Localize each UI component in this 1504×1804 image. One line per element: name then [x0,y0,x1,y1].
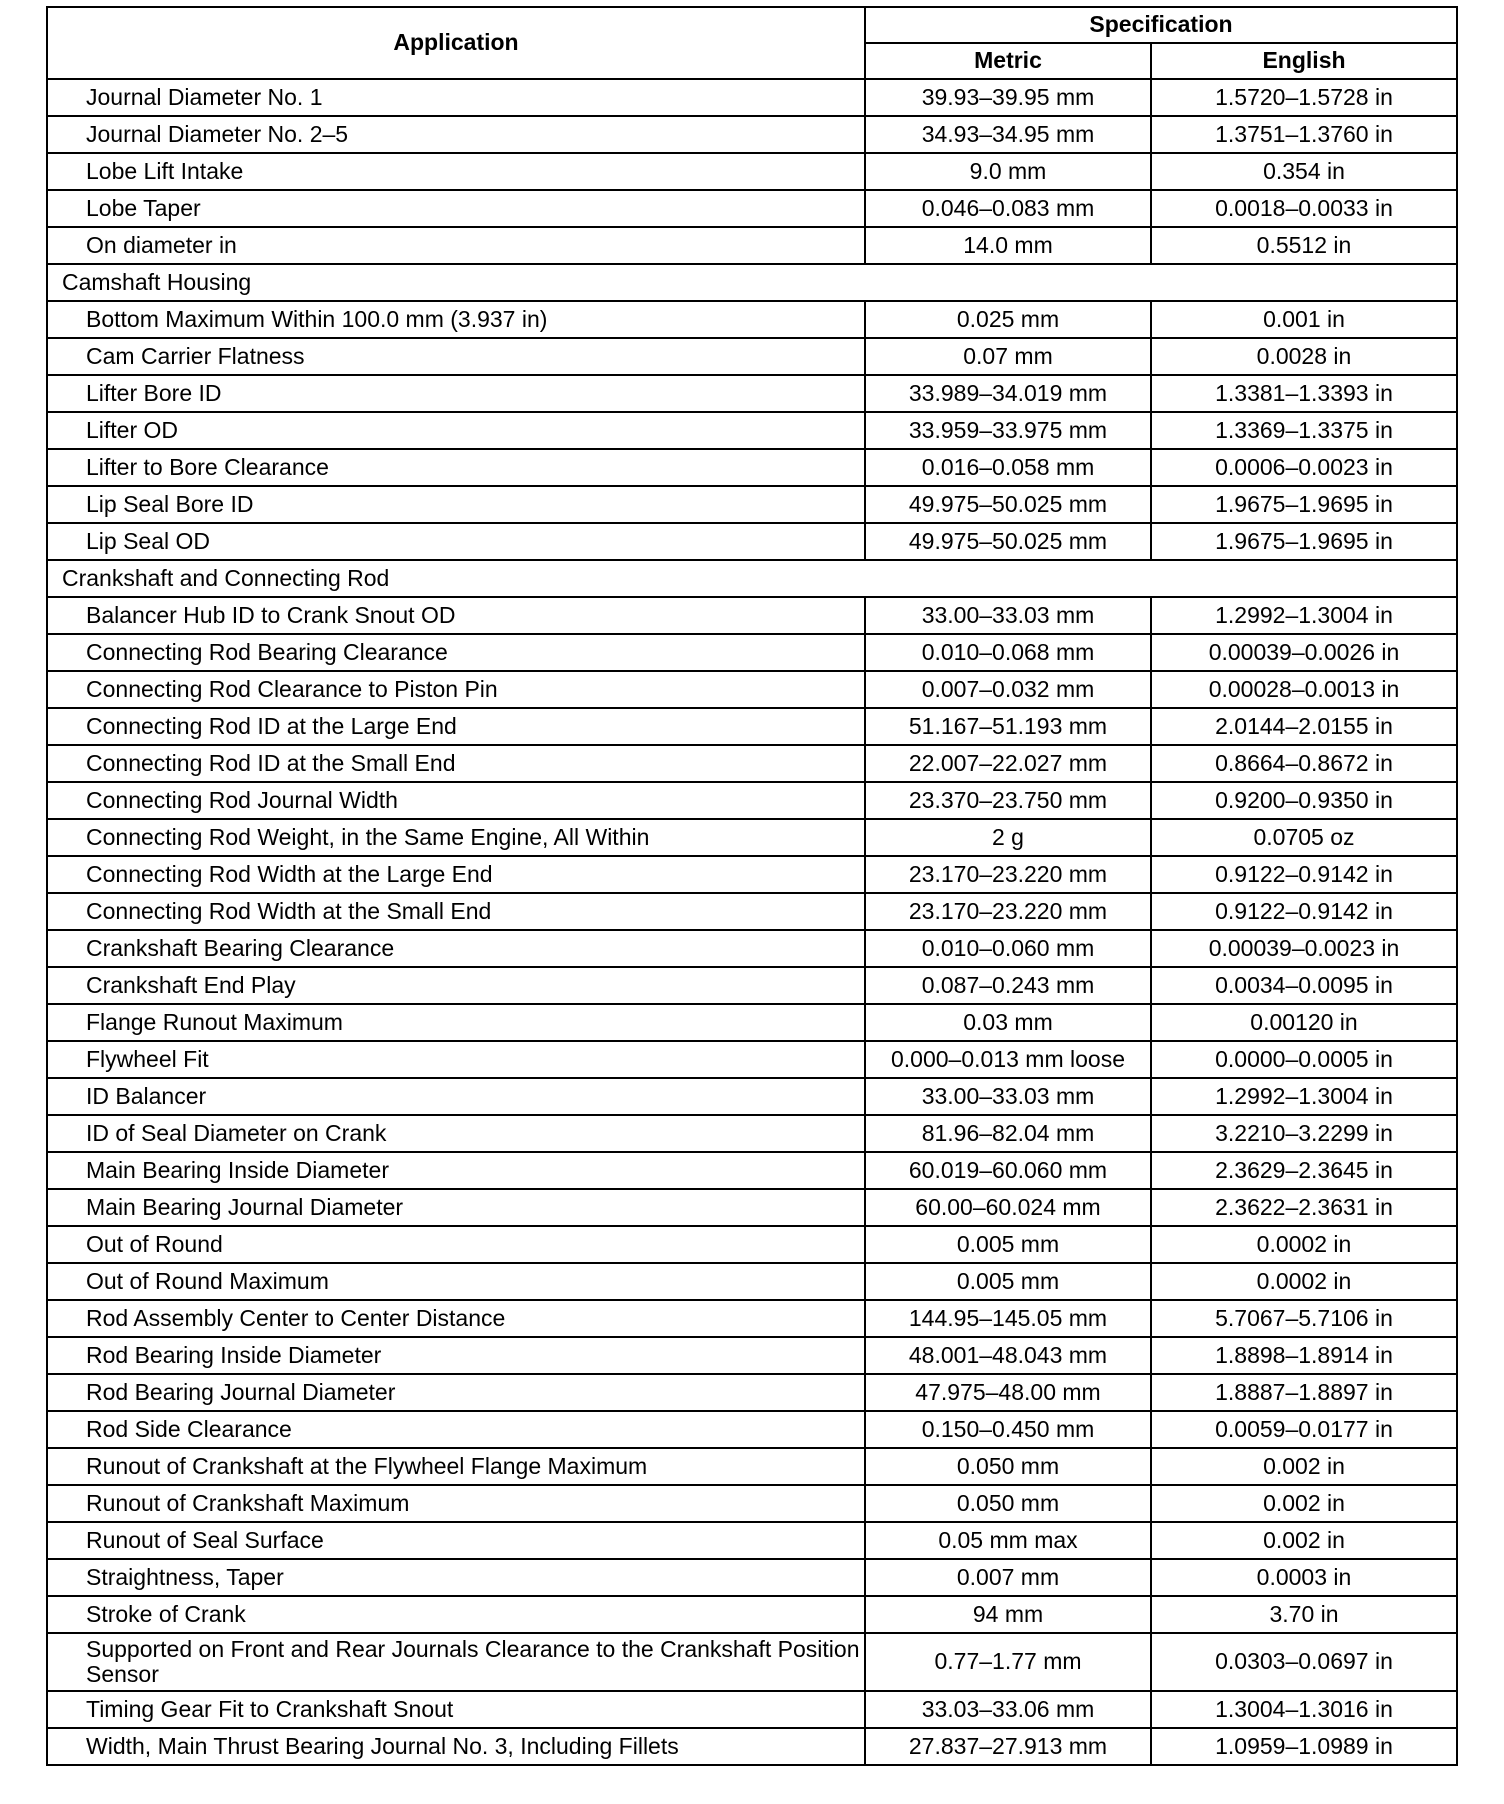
metric-cell: 23.170–23.220 mm [865,893,1151,930]
application-cell: Flywheel Fit [47,1041,865,1078]
metric-header: Metric [865,43,1151,79]
english-cell: 0.0034–0.0095 in [1151,967,1457,1004]
application-cell: Width, Main Thrust Bearing Journal No. 3, Including Fillets [47,1728,865,1765]
english-cell: 0.0303–0.0697 in [1151,1633,1457,1691]
metric-cell: 60.019–60.060 mm [865,1152,1151,1189]
metric-cell: 49.975–50.025 mm [865,486,1151,523]
metric-cell: 2 g [865,819,1151,856]
metric-cell: 33.00–33.03 mm [865,1078,1151,1115]
application-header: Application [47,7,865,79]
table-row [47,1728,1457,1765]
metric-cell: 27.837–27.913 mm [865,1728,1151,1765]
table-row [47,1078,1457,1115]
english-cell: 0.0059–0.0177 in [1151,1411,1457,1448]
metric-cell: 0.010–0.060 mm [865,930,1151,967]
english-cell: 0.0018–0.0033 in [1151,190,1457,227]
metric-cell: 0.03 mm [865,1004,1151,1041]
english-cell: 2.0144–2.0155 in [1151,708,1457,745]
english-cell: 0.0028 in [1151,338,1457,375]
english-cell: 0.002 in [1151,1522,1457,1559]
application-cell: Connecting Rod ID at the Small End [47,745,865,782]
english-cell: 0.00039–0.0026 in [1151,634,1457,671]
table-row [47,967,1457,1004]
english-cell: 1.3751–1.3760 in [1151,116,1457,153]
application-cell: Connecting Rod ID at the Large End [47,708,865,745]
english-cell: 0.002 in [1151,1448,1457,1485]
metric-cell: 0.025 mm [865,301,1151,338]
table-row [47,708,1457,745]
table-row [47,1691,1457,1728]
english-cell: 1.9675–1.9695 in [1151,523,1457,560]
table-header [47,7,1457,79]
application-cell: Runout of Crankshaft at the Flywheel Flange Maximum [47,1448,865,1485]
application-cell: Lifter Bore ID [47,375,865,412]
metric-cell: 0.000–0.013 mm loose [865,1041,1151,1078]
english-cell: 2.3629–2.3645 in [1151,1152,1457,1189]
application-cell: Runout of Crankshaft Maximum [47,1485,865,1522]
application-cell: Lip Seal OD [47,523,865,560]
table-row [47,930,1457,967]
application-cell: Balancer Hub ID to Crank Snout OD [47,597,865,634]
metric-cell: 23.370–23.750 mm [865,782,1151,819]
table-row [47,597,1457,634]
table-row [47,338,1457,375]
section-row [47,560,1457,597]
table-row [47,1596,1457,1633]
table-row [47,1226,1457,1263]
english-cell: 0.002 in [1151,1485,1457,1522]
english-cell: 1.2992–1.3004 in [1151,597,1457,634]
application-cell: Out of Round Maximum [47,1263,865,1300]
metric-cell: 0.007 mm [865,1559,1151,1596]
metric-cell: 0.007–0.032 mm [865,671,1151,708]
metric-cell: 39.93–39.95 mm [865,79,1151,116]
application-cell: Timing Gear Fit to Crankshaft Snout [47,1691,865,1728]
table-row [47,1115,1457,1152]
english-cell: 1.0959–1.0989 in [1151,1728,1457,1765]
table-row [47,782,1457,819]
english-cell: 1.2992–1.3004 in [1151,1078,1457,1115]
english-cell: 0.354 in [1151,153,1457,190]
table-row [47,412,1457,449]
application-cell: Straightness, Taper [47,1559,865,1596]
application-cell: ID Balancer [47,1078,865,1115]
section-row [47,264,1457,301]
application-cell: Rod Assembly Center to Center Distance [47,1300,865,1337]
application-cell: Connecting Rod Journal Width [47,782,865,819]
metric-cell: 49.975–50.025 mm [865,523,1151,560]
section-title: Camshaft Housing [47,264,1457,301]
table-row [47,1374,1457,1411]
english-cell: 0.001 in [1151,301,1457,338]
application-cell: Journal Diameter No. 2–5 [47,116,865,153]
metric-cell: 144.95–145.05 mm [865,1300,1151,1337]
application-cell: Journal Diameter No. 1 [47,79,865,116]
english-cell: 0.00120 in [1151,1004,1457,1041]
application-cell: Rod Bearing Journal Diameter [47,1374,865,1411]
table-row [47,116,1457,153]
metric-cell: 47.975–48.00 mm [865,1374,1151,1411]
metric-cell: 33.989–34.019 mm [865,375,1151,412]
metric-cell: 0.005 mm [865,1226,1151,1263]
english-cell: 0.9200–0.9350 in [1151,782,1457,819]
application-cell: Flange Runout Maximum [47,1004,865,1041]
application-cell: Connecting Rod Weight, in the Same Engine, All Within [47,819,865,856]
table-row [47,1485,1457,1522]
metric-cell: 0.087–0.243 mm [865,967,1151,1004]
application-cell: ID of Seal Diameter on Crank [47,1115,865,1152]
table-row [47,1004,1457,1041]
table-row [47,449,1457,486]
application-cell: Connecting Rod Clearance to Piston Pin [47,671,865,708]
metric-cell: 51.167–51.193 mm [865,708,1151,745]
english-cell: 1.3381–1.3393 in [1151,375,1457,412]
table-row [47,1633,1457,1691]
application-cell: Crankshaft End Play [47,967,865,1004]
english-cell: 0.0002 in [1151,1263,1457,1300]
table-row [47,1337,1457,1374]
english-cell: 0.8664–0.8672 in [1151,745,1457,782]
english-cell: 0.0002 in [1151,1226,1457,1263]
metric-cell: 23.170–23.220 mm [865,856,1151,893]
application-cell: On diameter in [47,227,865,264]
metric-cell: 14.0 mm [865,227,1151,264]
table-row [47,375,1457,412]
application-cell: Rod Bearing Inside Diameter [47,1337,865,1374]
english-cell: 5.7067–5.7106 in [1151,1300,1457,1337]
table-body [47,79,1457,1765]
english-cell: 1.8887–1.8897 in [1151,1374,1457,1411]
section-title: Crankshaft and Connecting Rod [47,560,1457,597]
table-row [47,79,1457,116]
metric-cell: 94 mm [865,1596,1151,1633]
table-row [47,301,1457,338]
english-cell: 3.70 in [1151,1596,1457,1633]
english-cell: 1.5720–1.5728 in [1151,79,1457,116]
english-cell: 0.0705 oz [1151,819,1457,856]
application-cell: Lobe Lift Intake [47,153,865,190]
table-row [47,153,1457,190]
english-cell: 2.3622–2.3631 in [1151,1189,1457,1226]
table-row [47,893,1457,930]
metric-cell: 60.00–60.024 mm [865,1189,1151,1226]
english-cell: 0.0003 in [1151,1559,1457,1596]
specification-header: Specification [865,7,1457,43]
table-row [47,1411,1457,1448]
application-cell: Runout of Seal Surface [47,1522,865,1559]
english-cell: 3.2210–3.2299 in [1151,1115,1457,1152]
metric-cell: 0.07 mm [865,338,1151,375]
application-cell: Out of Round [47,1226,865,1263]
metric-cell: 9.0 mm [865,153,1151,190]
application-cell: Lobe Taper [47,190,865,227]
english-cell: 1.9675–1.9695 in [1151,486,1457,523]
application-cell: Stroke of Crank [47,1596,865,1633]
table-row [47,486,1457,523]
metric-cell: 0.050 mm [865,1485,1151,1522]
metric-cell: 0.05 mm max [865,1522,1151,1559]
application-cell: Main Bearing Journal Diameter [47,1189,865,1226]
metric-cell: 22.007–22.027 mm [865,745,1151,782]
table-row [47,190,1457,227]
application-cell: Lifter to Bore Clearance [47,449,865,486]
english-cell: 0.00028–0.0013 in [1151,671,1457,708]
metric-cell: 33.00–33.03 mm [865,597,1151,634]
table-row [47,1263,1457,1300]
table-row [47,1041,1457,1078]
table-row [47,227,1457,264]
table-row [47,1448,1457,1485]
english-cell: 1.3369–1.3375 in [1151,412,1457,449]
application-cell: Rod Side Clearance [47,1411,865,1448]
table-row [47,1189,1457,1226]
metric-cell: 0.77–1.77 mm [865,1633,1151,1691]
table-row [47,1522,1457,1559]
specification-table [46,6,1458,1766]
english-header: English [1151,43,1457,79]
application-cell: Crankshaft Bearing Clearance [47,930,865,967]
english-cell: 0.0000–0.0005 in [1151,1041,1457,1078]
table-row [47,819,1457,856]
english-cell: 0.9122–0.9142 in [1151,856,1457,893]
application-cell: Bottom Maximum Within 100.0 mm (3.937 in) [47,301,865,338]
metric-cell: 0.005 mm [865,1263,1151,1300]
table-row [47,1300,1457,1337]
metric-cell: 33.03–33.06 mm [865,1691,1151,1728]
metric-cell: 0.046–0.083 mm [865,190,1151,227]
table-row [47,1559,1457,1596]
table-row [47,856,1457,893]
english-cell: 0.0006–0.0023 in [1151,449,1457,486]
metric-cell: 0.150–0.450 mm [865,1411,1151,1448]
application-cell: Main Bearing Inside Diameter [47,1152,865,1189]
application-cell: Connecting Rod Bearing Clearance [47,634,865,671]
application-cell: Lifter OD [47,412,865,449]
table-row [47,1152,1457,1189]
application-cell: Cam Carrier Flatness [47,338,865,375]
application-cell: Connecting Rod Width at the Small End [47,893,865,930]
metric-cell: 81.96–82.04 mm [865,1115,1151,1152]
metric-cell: 0.010–0.068 mm [865,634,1151,671]
english-cell: 1.3004–1.3016 in [1151,1691,1457,1728]
english-cell: 0.9122–0.9142 in [1151,893,1457,930]
english-cell: 0.5512 in [1151,227,1457,264]
metric-cell: 48.001–48.043 mm [865,1337,1151,1374]
table-row [47,523,1457,560]
metric-cell: 33.959–33.975 mm [865,412,1151,449]
english-cell: 1.8898–1.8914 in [1151,1337,1457,1374]
metric-cell: 34.93–34.95 mm [865,116,1151,153]
metric-cell: 0.050 mm [865,1448,1151,1485]
english-cell: 0.00039–0.0023 in [1151,930,1457,967]
application-cell: Supported on Front and Rear Journals Clearance to the Crankshaft Position Sensor [47,1633,865,1691]
table-row [47,634,1457,671]
table-row [47,745,1457,782]
metric-cell: 0.016–0.058 mm [865,449,1151,486]
application-cell: Lip Seal Bore ID [47,486,865,523]
application-cell: Connecting Rod Width at the Large End [47,856,865,893]
table-row [47,671,1457,708]
